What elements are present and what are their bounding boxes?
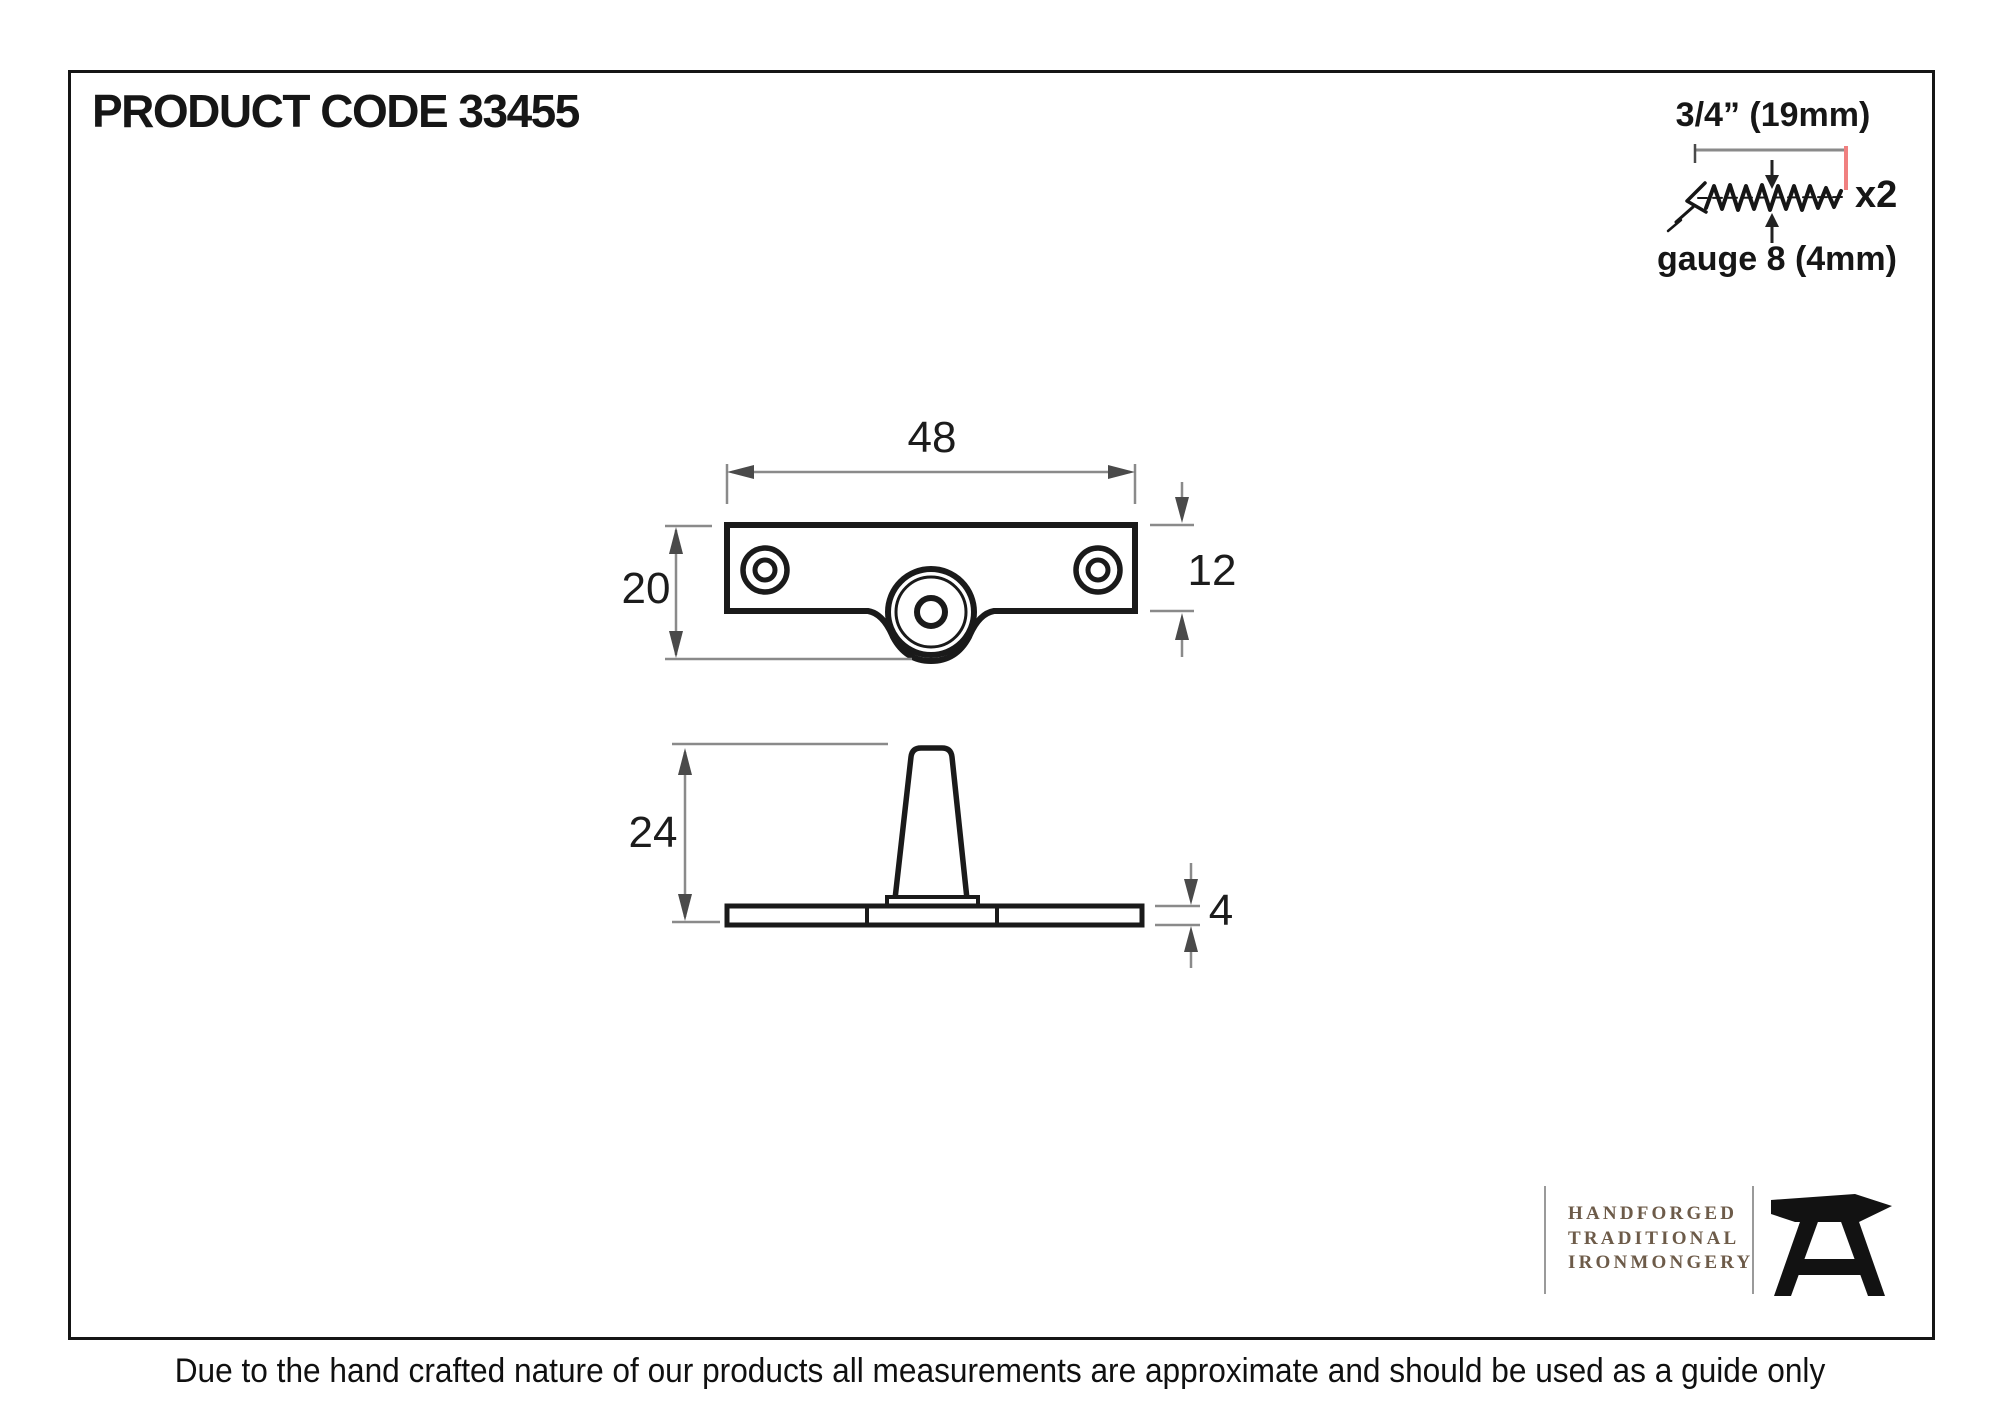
dim-label-plate-height: 12 (1187, 546, 1237, 595)
logo-line-3: IRONMONGERY (1568, 1252, 1754, 1273)
pin-boss-outer (888, 569, 974, 655)
dim-label-pin-height: 24 (628, 808, 678, 857)
anvil-icon (1771, 1194, 1892, 1296)
product-code: PRODUCT CODE 33455 (92, 85, 579, 137)
pin-cone (895, 748, 967, 899)
screw-sketch (1668, 183, 1843, 231)
dim-pin-24 (672, 744, 888, 922)
logo-wordmark (1568, 1202, 1753, 1276)
screw-length-label: 3/4” (19mm) (1675, 96, 1871, 134)
dim-label-plate-thickness: 4 (1208, 886, 1234, 935)
screw-illustration (1668, 144, 1846, 243)
dim-thickness-4 (1155, 863, 1200, 968)
gauge-arrow-up-head (1765, 213, 1779, 227)
logo-line-1: HANDFORGED (1568, 1203, 1738, 1224)
screw-gauge-label: gauge 8 (4mm) (1657, 240, 1897, 278)
side-view (672, 744, 1200, 968)
dim-width-48 (727, 464, 1135, 504)
logo-line-2: TRADITIONAL (1568, 1227, 1740, 1249)
top-view (665, 464, 1194, 661)
disclaimer-text: Due to the hand crafted nature of our products all measurements are approximate and should be used as a guide only (174, 1352, 1826, 1390)
side-plate (727, 906, 1142, 925)
dim-label-overall-height: 20 (621, 564, 671, 613)
screw-quantity-label: x2 (1855, 174, 1898, 216)
dim-label-width: 48 (907, 413, 957, 462)
